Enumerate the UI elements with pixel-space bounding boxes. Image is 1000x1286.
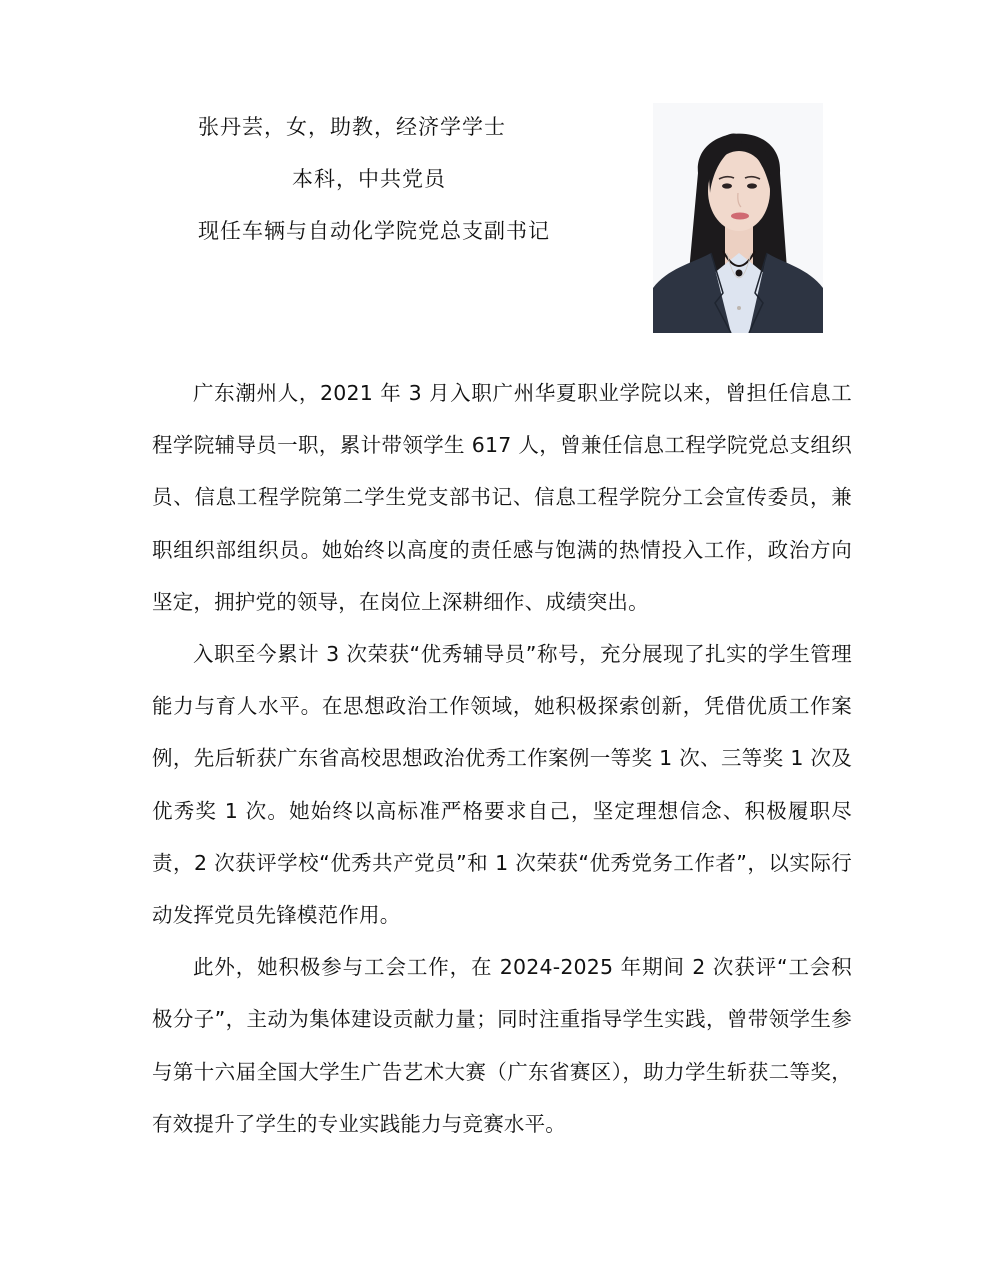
education-political-status: 本科，中共党员 [292, 167, 446, 191]
biography-body [152, 367, 852, 1150]
portrait-photo [653, 103, 823, 333]
current-position: 现任车辆与自动化学院党总支副书记 [198, 219, 550, 243]
portrait-illustration [653, 103, 823, 333]
paragraph-union-and-student-guidance: 此外，她积极参与工会工作，在 2024-2025 年期间 2 次获评“工会积极分子”，主动为集体建设贡献力量；同时注重指导学生实践，曾带领学生参与第十六届全国大学生广告艺术大赛（广东省赛区），助力学生斩获二等奖，有效提升了学生的专业实践能力与竞赛水平。 [152, 955, 852, 1136]
paragraph-honors: 入职至今累计 3 次荣获“优秀辅导员”称号，充分展现了扎实的学生管理能力与育人水平。在思想政治工作领域，她积极探索创新，凭借优质工作案例，先后斩获广东省高校思想政治优秀工作案例一等奖 1 次、三等奖 1 次及优秀奖 1 次。她始终以高标准严格要求自己，坚定理想信念、积极履职尽责，2 次获评学校“优秀共产党员”和 1 次荣获“优秀党务工作者”，以实际行动发挥党员先锋模范作用。 [152, 642, 852, 928]
name-gender-title-degree: 张丹芸，女，助教，经济学学士 [198, 115, 506, 139]
paragraph-background: 广东潮州人，2021 年 3 月入职广州华夏职业学院以来，曾担任信息工程学院辅导员一职，累计带领学生 617 人，曾兼任信息工程学院党总支组织员、信息工程学院第二学生党支部书记、信息工程学院分工会宣传委员，兼职组织部组织员。她始终以高度的责任感与饱满的热情投入工作，政治方向坚定，拥护党的领导，在岗位上深耕细作、成绩突出。 [152, 381, 852, 614]
